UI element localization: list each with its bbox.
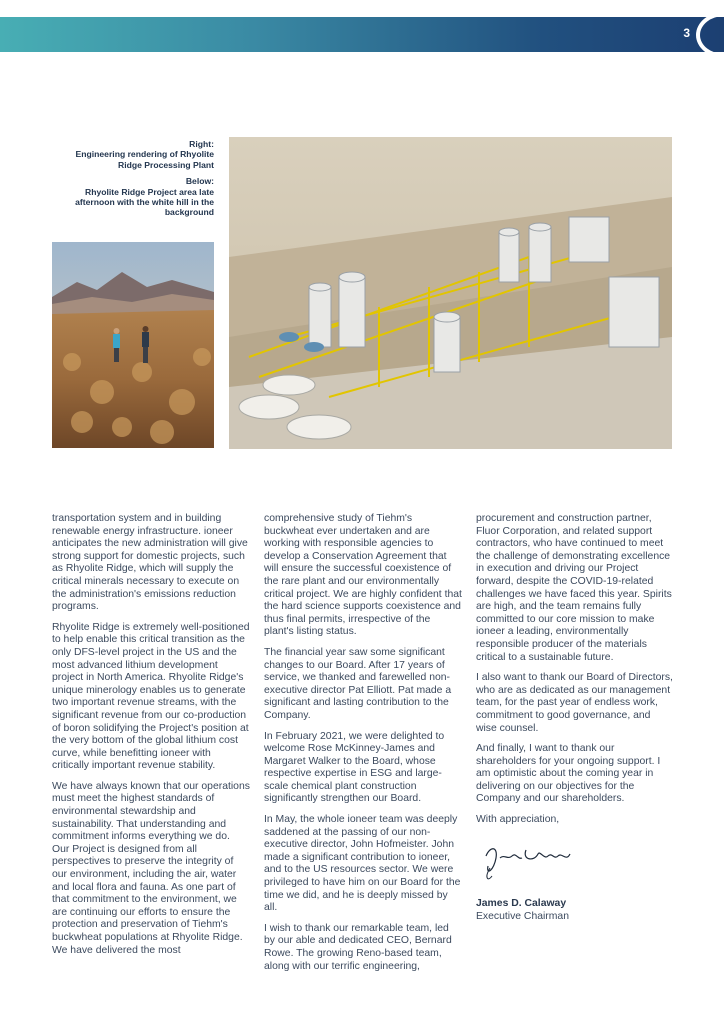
paragraph: transportation system and in building renewable energy infrastructure. ioneer anticipates the new administration will give strong support for domestic projects, such as Rhyolite Ridge, which will supply the critical minerals necessary to execute on the administration's emissions reduction programs. — [52, 513, 248, 613]
paragraph: procurement and construction partner, Fluor Corporation, and related support contractors, who have continued to meet the challenge of demonstrating excellence in execution and driving our Project forward, despite the COVID-19-related challenges we have faced this year. Spirits are high, and the team remains fully committed to our core mission to make ioneer a leading, environmentally responsible producer of the materials critical to a sustainable future. — [476, 513, 672, 663]
caption-right-label: Right: — [189, 139, 214, 149]
paragraph: With appreciation, — [476, 814, 560, 826]
processing-plant-rendering — [229, 137, 672, 449]
caption-below-text: Rhyolite Ridge Project area late afternoon with the white hill in the background — [75, 186, 214, 218]
paragraph: In February 2021, we were delighted to welcome Rose McKinney-James and Margaret Walker to the Board, whose respective expertise in ESG and large-scale chemical plant construction significantly strengthen our Board. — [264, 730, 445, 805]
paragraph: We have always known that our operations must meet the highest standards of environmental stewardship and sustainability. That understanding and commitment informs everything we do. Our Project is designed from all perspectives to preserve the integrity of our environment, including the air, water and local flora and fauna. As one part of that commitment to the environment, we are continuing our efforts to ensure the protection and preservation of Tiehm's buckwheat populations at Rhyolite Ridge. We have delivered the most — [52, 780, 250, 956]
text-column-2 — [264, 513, 462, 981]
caption-below-label: Below: — [185, 176, 214, 187]
paragraph: comprehensive study of Tiehm's buckwheat ever undertaken and are working with responsible agencies to develop a Conservation Agreement that will ensure the successful coexistence of the rare plant and our environmentally critical project. We are highly confident that the hard science supports coexistence and thus final permits, irrespective of the plant's listing status. — [264, 513, 462, 638]
caption-right-text: Engineering rendering of Rhyolite Ridge Processing Plant — [75, 149, 214, 170]
paragraph: And finally, I want to thank our shareholders for your ongoing support. I am optimistic about the coming year in delivering on our objectives for the Company and our shareholders. — [476, 743, 661, 805]
paragraph: In May, the whole ioneer team was deeply saddened at the passing of our non-executive director, John Hofmeister. John made a significant contribution to ioneer, and to the US resources sector. We were privileged to have him on our Board for the time we did, and he is deeply missed by all. — [264, 814, 461, 914]
signatory-title: Executive Chairman — [476, 911, 569, 922]
page-number: 3 — [683, 26, 690, 40]
desert-photo — [52, 242, 214, 448]
image-captions — [0, 139, 214, 218]
text-column-3 — [476, 513, 674, 835]
header-band — [0, 17, 724, 52]
paragraph: I wish to thank our remarkable team, led by our able and dedicated CEO, Bernard Rowe. The growing Reno-based team, along with our terrific engineering, — [264, 922, 452, 972]
paragraph: I also want to thank our Board of Directors, who are as dedicated as our management team, for the past year of endless work, commitment to good governance, and wise counsel. — [476, 672, 673, 734]
paragraph: The financial year saw some significant changes to our Board. After 17 years of service, we thanked and farewelled non-executive director Pat Elliott. Pat made a significant and lasting contribution to the Company. — [264, 646, 452, 721]
signatory-name: James D. Calaway — [476, 898, 567, 909]
handwritten-signature — [482, 838, 572, 884]
text-column-1 — [52, 513, 250, 965]
paragraph: Rhyolite Ridge is extremely well-positioned to help enable this critical transition as the only DFS-level project in the US and the most advanced lithium development project in North America. Rhyolite Ridge's unique minerology enables us to generate two important revenue streams, with the significant revenue from our co-production of boron solidifying the Project's position at the very bottom of the global lithium cost curve, while benefitting ioneer with critically important revenue stability. — [52, 621, 250, 772]
